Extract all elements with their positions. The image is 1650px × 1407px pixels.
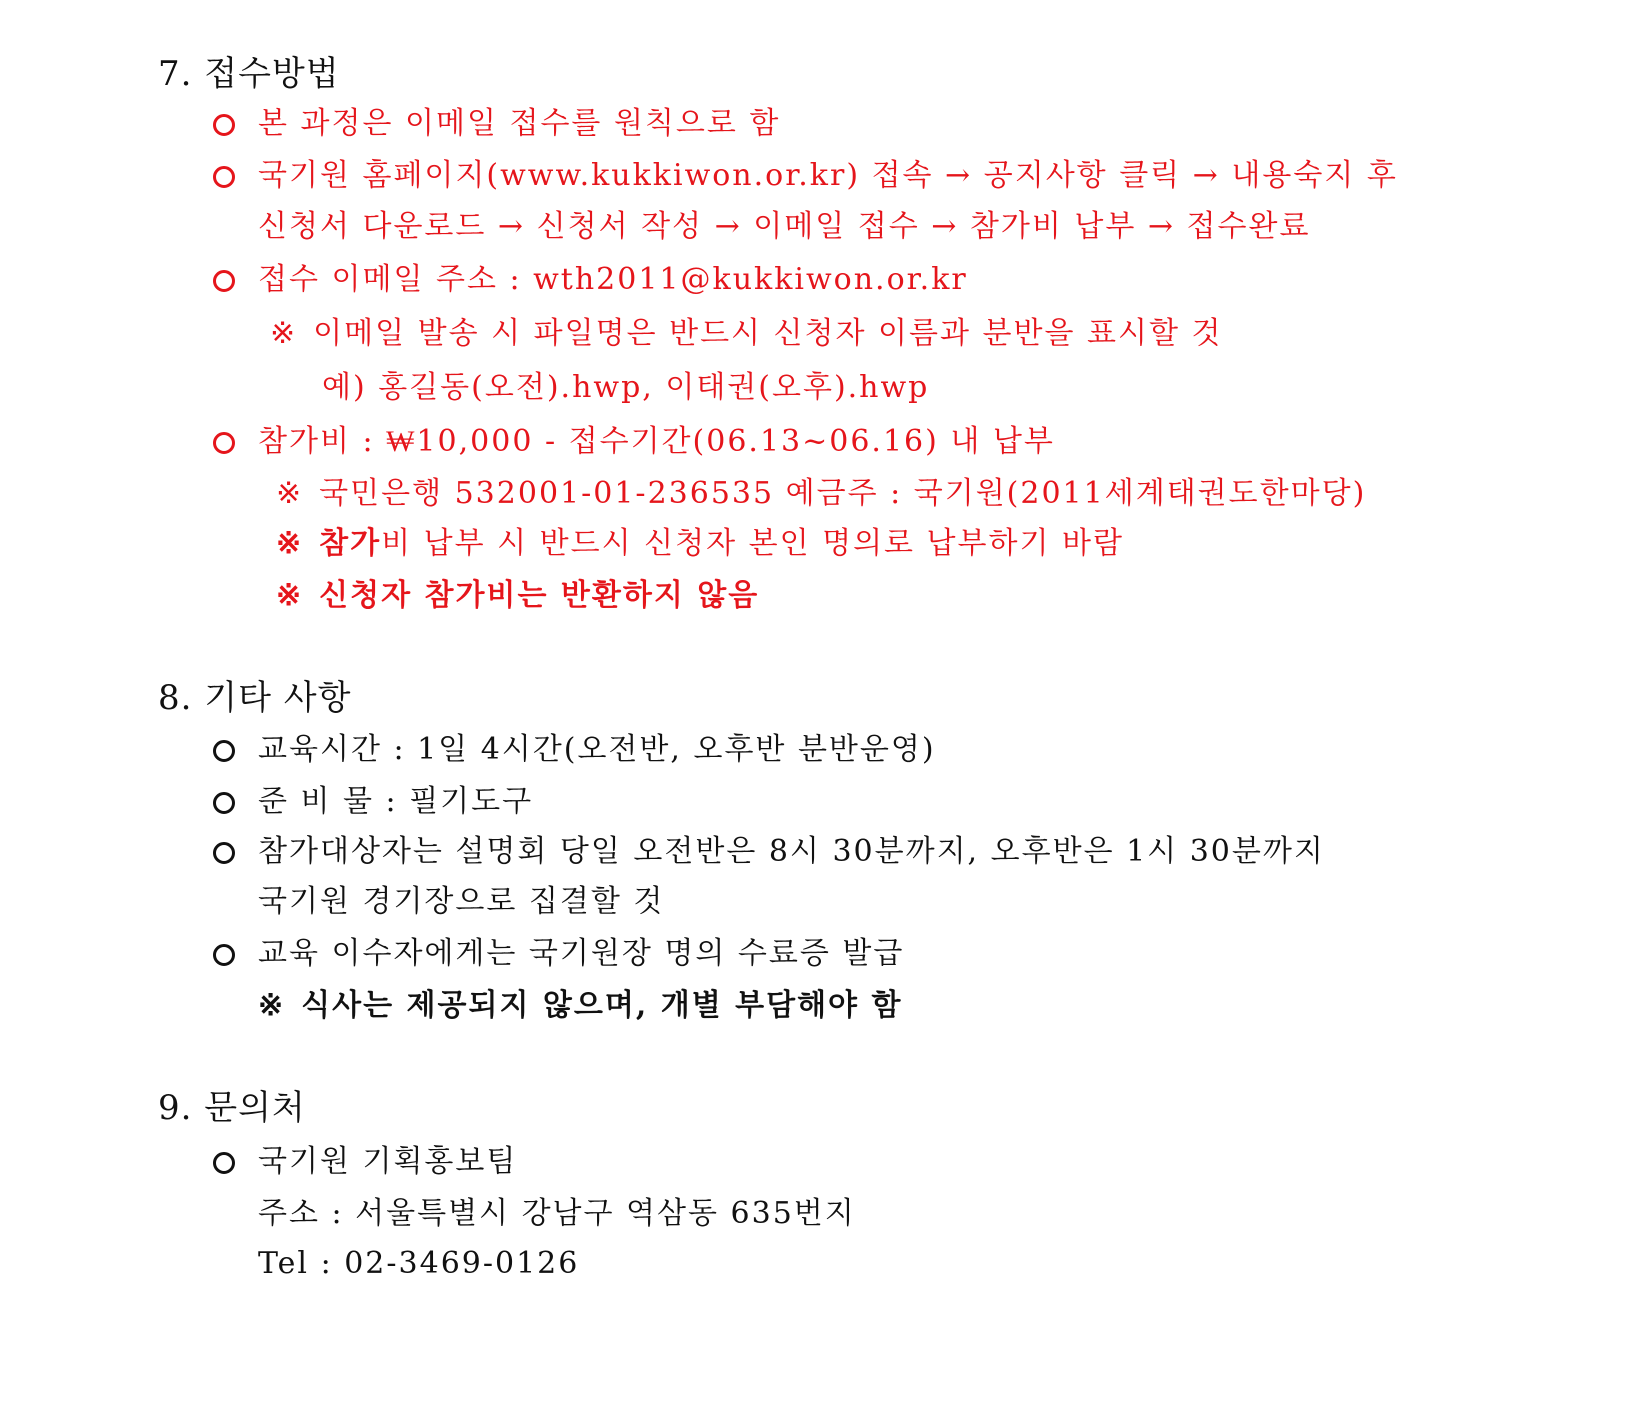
note-text: 국민은행 532001-01-236535 예금주 : 국기원(2011세계태권도한마당) (319, 476, 1367, 511)
note-text: 신청자 참가비는 반환하지 않음 (319, 578, 760, 613)
reference-mark: ※ (276, 526, 304, 561)
section-7-note-filename (270, 314, 1222, 354)
circle-bullet-icon (213, 114, 235, 136)
section-7-item-fee: 참가비 : ₩10,000 - 접수기간(06.13~06.16) 내 납부 (258, 424, 1055, 459)
circle-bullet-icon (213, 842, 235, 864)
section-7-note-payer-name (276, 524, 1124, 564)
section-9-tel: Tel : 02-3469-0126 (258, 1246, 580, 1281)
section-8-item-education-time: 교육시간 : 1일 4시간(오전반, 오후반 분반운영) (258, 732, 936, 767)
section-9-item-team: 국기원 기획홍보팀 (258, 1144, 518, 1179)
circle-bullet-icon (213, 1152, 235, 1174)
circle-bullet-icon (213, 944, 235, 966)
reference-mark: ※ (270, 316, 298, 351)
section-8-note-meals (258, 986, 902, 1026)
section-8-item-assembly-line-1: 참가대상자는 설명회 당일 오전반은 8시 30분까지, 오후반은 1시 30분까지 (258, 834, 1325, 869)
reference-mark: ※ (258, 988, 286, 1023)
reference-mark: ※ (276, 476, 304, 511)
section-8-item-supplies: 준 비 물 : 필기도구 (258, 784, 534, 819)
section-7-note-example: 예) 홍길동(오전).hwp, 이태권(오후).hwp (322, 370, 930, 405)
section-7-heading: 7. 접수방법 (158, 54, 340, 94)
reference-mark: ※ (276, 578, 304, 613)
section-8-item-certificate: 교육 이수자에게는 국기원장 명의 수료증 발급 (258, 936, 905, 971)
note-text: 이메일 발송 시 파일명은 반드시 신청자 이름과 분반을 표시할 것 (313, 316, 1223, 351)
circle-bullet-icon (213, 432, 235, 454)
section-7-item-procedure-line-1: 국기원 홈페이지(www.kukkiwon.or.kr) 접속 → 공지사항 클릭 → 내용숙지 후 (258, 158, 1398, 193)
circle-bullet-icon (213, 270, 235, 292)
section-9-address: 주소 : 서울특별시 강남구 역삼동 635번지 (258, 1196, 856, 1231)
note-bold-text: 참가 (319, 526, 382, 561)
section-7-item-email-principle: 본 과정은 이메일 접수를 원칙으로 함 (258, 106, 781, 141)
circle-bullet-icon (213, 792, 235, 814)
note-text: 비 납부 시 반드시 신청자 본인 명의로 납부하기 바람 (381, 526, 1124, 561)
circle-bullet-icon (213, 740, 235, 762)
section-7-item-procedure-line-2: 신청서 다운로드 → 신청서 작성 → 이메일 접수 → 참가비 납부 → 접수완료 (258, 209, 1311, 244)
section-7-note-bank-account (276, 474, 1366, 514)
section-8-item-assembly-line-2: 국기원 경기장으로 집결할 것 (258, 884, 665, 919)
section-7-note-no-refund (276, 576, 759, 616)
note-text: 식사는 제공되지 않으며, 개별 부담해야 함 (301, 988, 903, 1023)
section-7-item-email-address: 접수 이메일 주소 : wth2011@kukkiwon.or.kr (258, 262, 968, 297)
section-9-heading: 9. 문의처 (158, 1088, 306, 1128)
circle-bullet-icon (213, 166, 235, 188)
section-8-heading: 8. 기타 사항 (158, 678, 352, 718)
